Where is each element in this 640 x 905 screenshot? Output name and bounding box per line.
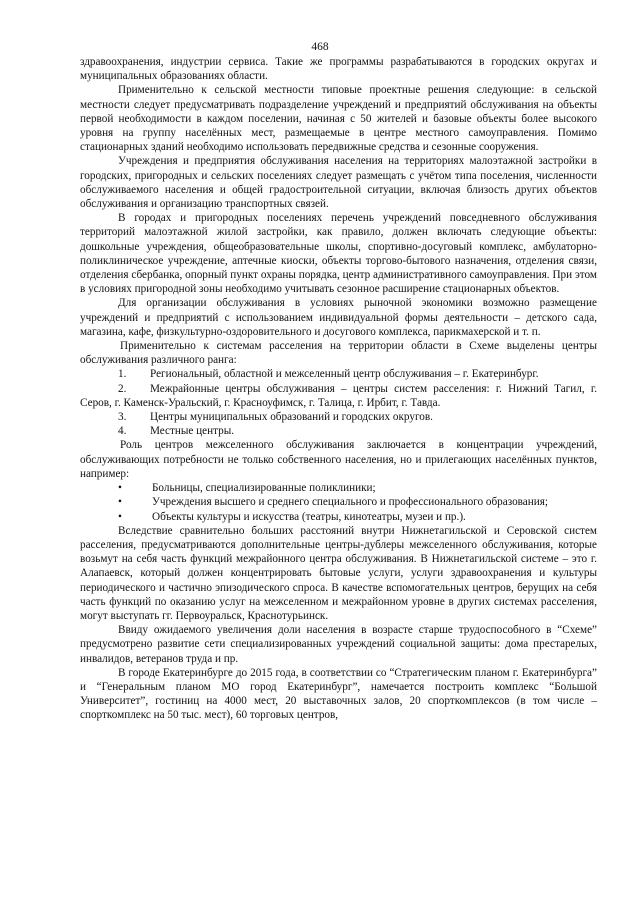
body-text xyxy=(80,55,597,723)
list-item-text: Учреждения высшего и среднего специального и профессионального образования; xyxy=(152,496,548,509)
list-item-text: Объекты культуры и искусства (театры, кинотеатры, музеи и пр.). xyxy=(152,510,466,523)
bullet-list-item xyxy=(80,481,597,495)
list-number: 3. xyxy=(118,411,127,424)
paragraph: В городе Екатеринбурге до 2015 года, в соответствии со “Стратегическим планом г. Екатеринбурга” и “Генеральным планом МО город Екатеринбург”, намечается построить комплекс “Большой Университет”, гостиниц на 4000 мест, 20 выставочных залов, 20 спорткомплексов (в том числе – спорткомплекс на 50 тыс. мест), 60 торговых центров, xyxy=(80,666,597,722)
bullet-icon: • xyxy=(118,510,122,523)
paragraph: Применительно к сельской местности типовые проектные решения следующие: в сельской местности следует предусматривать подразделение учреждений и предприятий обслуживания на объекты первой необходимости в каждом поселении, начиная с 50 жителей и базовые объекты более высокого уровня на группу населённых мест, размещаемые в центре местного самоуправления. Помимо стационарных зданий необходимо использовать передвижные средства и сезонные сооружения. xyxy=(80,84,597,154)
list-item-text: Местные центры. xyxy=(150,425,235,438)
numbered-list-item xyxy=(80,424,597,438)
numbered-list-item xyxy=(80,382,597,410)
list-item-text: Центры муниципальных образований и городских округов. xyxy=(150,411,433,424)
list-number: 4. xyxy=(118,425,127,438)
numbered-list-item xyxy=(80,410,597,424)
paragraph: здравоохранения, индустрии сервиса. Такие же программы разрабатываются в городских округах и муниципальных образованиях области. xyxy=(80,56,597,83)
paragraph: Ввиду ожидаемого увеличения доли населения в возрасте старше трудоспособного в “Схеме” предусмотрено развитие сети специализированных учреждений социальной защиты: дома престарелых, инвалидов, ветеранов труда и пр. xyxy=(80,624,597,665)
paragraph: Роль центров межселенного обслуживания заключается в концентрации учреждений, обслуживающих потребности не только собственного населения, но и прилегающих населённых пунктов, например: xyxy=(80,439,597,480)
list-number: 2. xyxy=(118,382,127,395)
list-number: 1. xyxy=(118,368,127,381)
page-number: 468 xyxy=(311,41,329,53)
numbered-list-item xyxy=(80,367,597,381)
list-item-text: Больницы, специализированные поликлиники; xyxy=(152,482,376,495)
bullet-list-item xyxy=(80,495,597,509)
list-item-text: Межрайонные центры обслуживания – центры систем расселения: г. Нижний Тагил, г. Серов, г. Каменск-Уральский, г. Красноуфимск, г. Талица, г. Ирбит, г. Тавда. xyxy=(80,382,597,409)
list-item-text: Региональный, областной и межселенный центр обслуживания – г. Екатеринбург. xyxy=(150,368,539,381)
bullet-icon: • xyxy=(118,496,122,509)
paragraph: Учреждения и предприятия обслуживания населения на территориях малоэтажной застройки в городских, пригородных и сельских поселениях следует размещать с учётом типа поселения, численности обслуживаемого населения и общей градостроительной ситуации, включая близость других объектов обслуживания и организацию транспортных связей. xyxy=(80,155,597,211)
paragraph: В городах и пригородных поселениях перечень учреждений повседневного обслуживания территорий малоэтажной жилой застройки, как правило, должен включать следующие объекты: дошкольные учреждения, общеобразовательные школы, спортивно-досуговый комплекс, амбулаторно-поликлиническое учреждение, аптечные киоски, объекты торгово-бытового назначения, отделения связи, отделения сбербанка, опорный пункт охраны порядка, центр административного самоуправления. При этом в условиях пригородной зоны необходимо учитывать сезонное расширение стационарных объектов. xyxy=(80,212,597,296)
bullet-list-item xyxy=(80,510,597,524)
bullet-icon: • xyxy=(118,482,122,495)
paragraph: Для организации обслуживания в условиях рыночной экономики возможно размещение учреждений и предприятий с использованием индивидуальной формы деятельности – детского сада, магазина, кафе, физкультурно-оздоровительного и досугового комплекса, парикмахерской и т. п. xyxy=(80,297,597,338)
paragraph: Применительно к системам расселения на территории области в Схеме выделены центры обслуживания различного ранга: xyxy=(80,340,597,367)
paragraph: Вследствие сравнительно больших расстояний внутри Нижнетагильской и Серовской систем расселения, предусматриваются дополнительные центры-дублеры межселенного обслуживания, которые возьмут на себя часть функций межрайонного центра обслуживания. В Нижнетагильской системе – это г. Алапаевск, который должен концентрировать бытовые услуги, услуги здравоохранения и культуры периодического и частично эпизодического спроса. В качестве вспомогательных центров, берущих на себя часть функций по оказанию услуг на межселенном и межрайонном уровне в других системах расселения, могут выступать гг. Первоуральск, Краснотурьинск. xyxy=(80,524,597,622)
